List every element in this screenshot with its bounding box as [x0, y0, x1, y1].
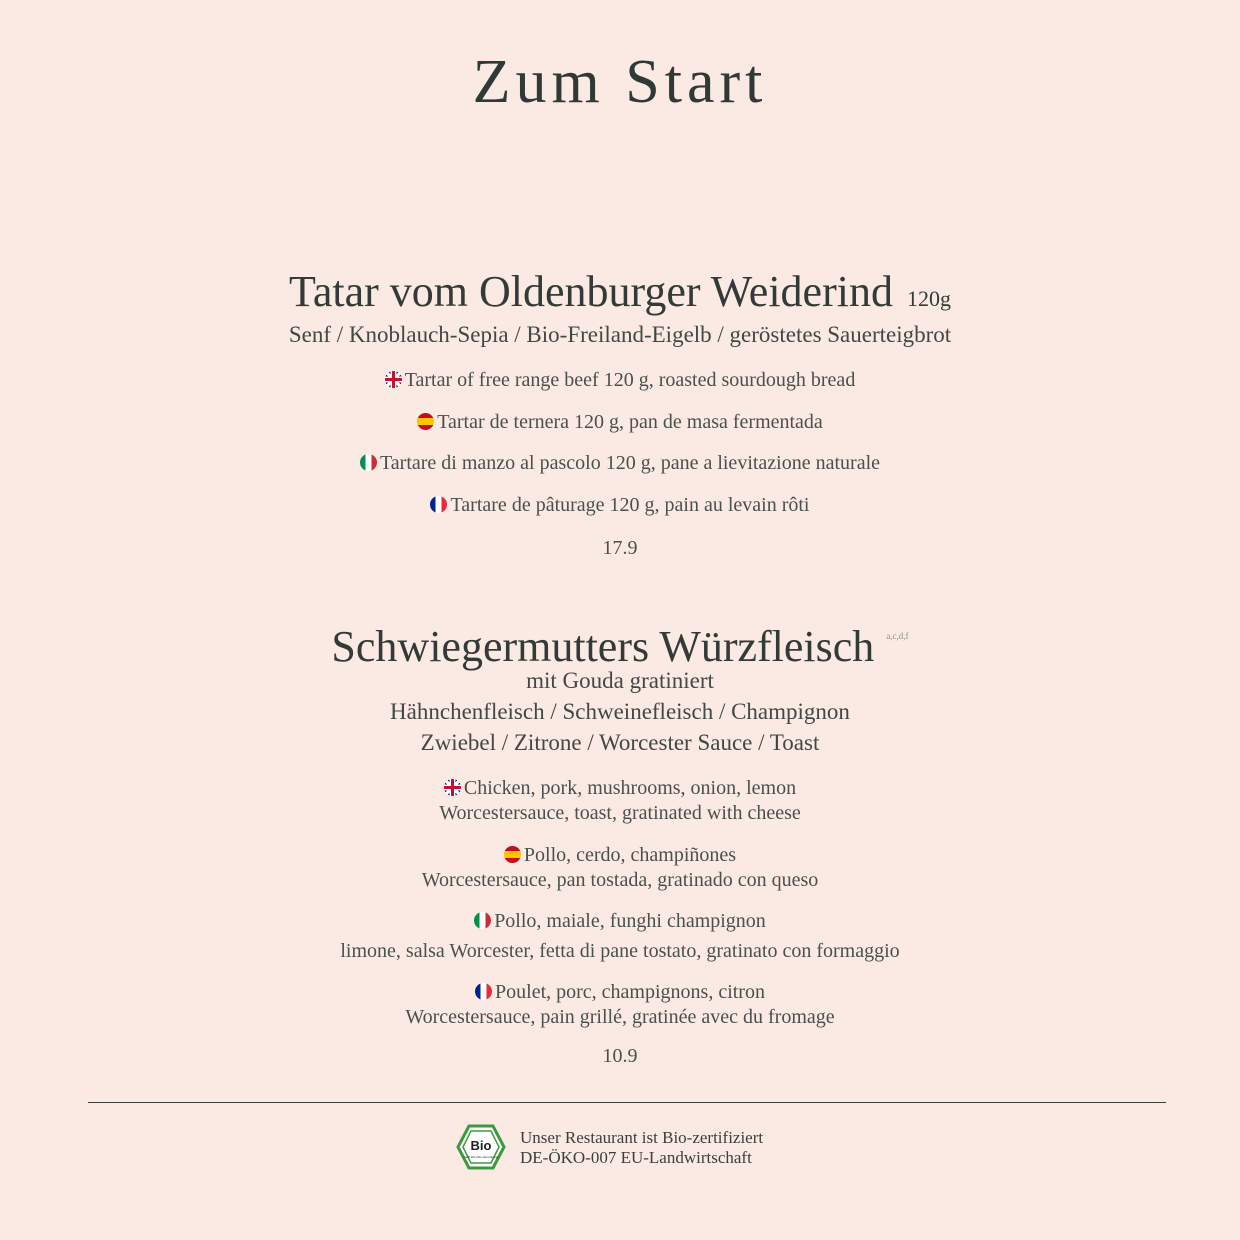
translation-text: Tartare de pâturage 120 g, pain au levain rôti	[450, 494, 810, 516]
translation-it	[0, 451, 1240, 476]
translation-text: Worcestersauce, pain grillé, gratinée avec du fromage	[405, 1006, 835, 1028]
footer-divider	[88, 1102, 1166, 1103]
translation-en	[0, 368, 1240, 393]
dish-description: Senf / Knoblauch-Sepia / Bio-Freiland-Eigelb / geröstetes Sauerteigbrot	[288, 322, 952, 347]
dish-title	[0, 609, 1240, 674]
translation-es	[0, 843, 1240, 893]
footer	[456, 1124, 856, 1172]
flag-uk-icon	[444, 779, 461, 796]
translation-text: Tartar of free range beef 120 g, roasted sourdough bread	[404, 369, 856, 391]
translation-es	[0, 410, 1240, 435]
dish-weight: 120g	[906, 286, 951, 311]
translation-text: Worcestersauce, pan tostada, gratinado con queso	[421, 869, 819, 891]
flag-uk-icon	[385, 371, 402, 388]
flag-france-icon	[430, 496, 447, 513]
translation-it	[0, 909, 1240, 964]
certification-line: Unser Restaurant ist Bio-zertifiziert	[520, 1128, 764, 1147]
dish-description: Zwiebel / Zitrone / Worcester Sauce / Toast	[420, 730, 820, 755]
translation-text: Tartar de ternera 120 g, pan de masa fermentada	[437, 411, 823, 433]
translation-text: Worcestersauce, toast, gratinated with cheese	[439, 802, 801, 824]
dish-price: 10.9	[602, 1045, 638, 1067]
translation-text: Poulet, porc, champignons, citron	[495, 981, 765, 1003]
flag-italy-icon	[360, 454, 377, 471]
certification-code: DE-ÖKO-007 EU-Landwirtschaft	[520, 1148, 752, 1167]
translation-fr	[0, 980, 1240, 1030]
dish-name: Schwiegermutters Würzfleisch	[331, 622, 875, 671]
footer-text	[520, 1128, 763, 1168]
translation-text: Pollo, cerdo, champiñones	[523, 844, 737, 866]
translation-text: Chicken, pork, mushrooms, onion, lemon	[463, 777, 797, 799]
dish-price: 17.9	[602, 537, 638, 559]
translation-text: limone, salsa Worcester, fetta di pane tostato, gratinato con formaggio	[340, 940, 900, 962]
translation-fr	[0, 493, 1240, 518]
bio-seal-icon	[456, 1124, 506, 1170]
dish-description: mit Gouda gratiniert	[526, 668, 714, 693]
svg-text:Bio: Bio	[470, 1138, 492, 1153]
page-title: Zum Start	[472, 48, 768, 116]
svg-text:nach EG-Öko-Verordnung: nach EG-Öko-Verordnung	[463, 1155, 499, 1159]
translation-text: Pollo, maiale, funghi champignon	[494, 910, 766, 932]
dish-title	[0, 265, 1240, 326]
translation-text: Tartare di manzo al pascolo 120 g, pane a lievitazione naturale	[379, 452, 881, 474]
flag-france-icon	[475, 983, 492, 1000]
allergen-note: a,c,d,f	[886, 631, 909, 641]
dish-name: Tatar vom Oldenburger Weiderind	[289, 267, 893, 316]
dish-description: Hähnchenfleisch / Schweinefleisch / Champignon	[390, 699, 850, 724]
translation-en	[0, 776, 1240, 826]
flag-spain-icon	[417, 413, 434, 430]
flag-spain-icon	[504, 846, 521, 863]
flag-italy-icon	[474, 912, 491, 929]
